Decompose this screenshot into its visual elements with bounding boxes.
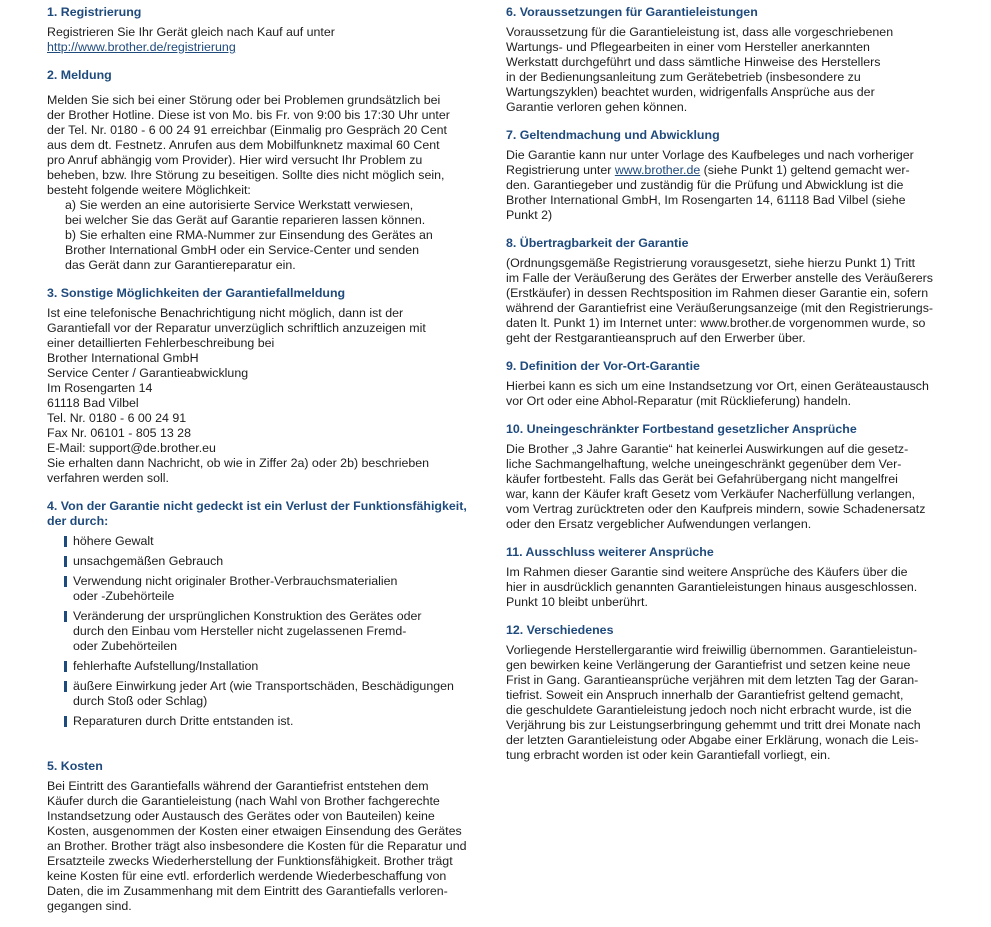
section-text: Die Brother „3 Jahre Garantie“ hat keinerlei Auswirkungen auf die gesetz- liche Sachmangelhaftung, welche uneingeschränkt gegenüber dem Ver- käufer fortbesteht. Falls das Gerät bei Gefahrübergang nicht mangelfrei war, kann der Käufer kraft Gesetz vom Verkäufer Nacherfüllung verlangen, vom Vertrag zurücktreten oder den Kaufpreis mindern, sowie Schadenersatz oder den Ersatz vergeblicher Aufwendungen verlangen.: [506, 442, 926, 531]
text-after-link: (siehe Punkt 1) geltend gemacht wer- den. Garantiegeber und zuständig für die Prüfung und Abwicklung ist die Brother International GmbH, Im Rosengarten 14, 61118 Bad Vilbel (siehe Punkt 2): [506, 163, 910, 222]
section-text: [506, 148, 951, 223]
section-text: Hierbei kann es sich um eine Instandsetzung vor Ort, einen Geräteaustausch vor Ort oder eine Abhol-Reparatur (mit Rücklieferung) handeln.: [506, 379, 929, 408]
section-heading: 1. Registrierung: [47, 5, 142, 19]
list-item-text: Reparaturen durch Dritte entstanden ist.: [73, 714, 294, 728]
section-heading: 3. Sonstige Möglichkeiten der Garantiefallmeldung: [47, 286, 346, 300]
text-before-link: Die Garantie kann nur unter Vorlage des Kaufbeleges und nach vorheriger Registrierung unter: [506, 148, 914, 177]
list-item-text: Verwendung nicht originaler Brother-Verbrauchsmaterialien oder -Zubehörteile: [73, 574, 398, 603]
list-item: [64, 679, 492, 709]
section-ausschluss: [506, 545, 951, 610]
bullet-bar-icon: [64, 661, 67, 672]
list-item: [64, 554, 492, 569]
section-uebertragbarkeit: [506, 236, 951, 346]
section-text: Melden Sie sich bei einer Störung oder bei Problemen grundsätzlich bei der Brother Hotline. Diese ist von Mo. bis Fr. von 9:00 bis 17:30 Uhr unter der Tel. Nr. 0180 - 6 00 24 91 erreichbar (Einmalig pro Gespräch 20 Cent aus dem dt. Festnetz. Anrufen aus dem Mobilfunknetz maximal 60 Cent pro Anruf abhängig vom Provider). Hier wird versucht Ihr Problem zu beheben, bzw. Ihre Störung zu beseitigen. Sollte dies nicht möglich sein, besteht folgende weitere Möglichkeit:: [47, 93, 450, 197]
section-heading: 8. Übertragbarkeit der Garantie: [506, 236, 689, 250]
bullet-bar-icon: [64, 611, 67, 622]
list-item-text: unsachgemäßen Gebrauch: [73, 554, 224, 568]
section-text: Registrieren Sie Ihr Gerät gleich nach Kauf auf unter: [47, 25, 335, 39]
section-heading: 6. Voraussetzungen für Garantieleistungen: [506, 5, 758, 19]
section-kosten: [47, 759, 492, 914]
list-item: [64, 659, 492, 674]
list-item-text: Veränderung der ursprünglichen Konstruktion des Gerätes oder durch den Einbau vom Hersteller nicht zugelassenen Fremd- oder Zubehörteilen: [73, 609, 422, 653]
section-heading: 5. Kosten: [47, 759, 103, 773]
section-text: Bei Eintritt des Garantiefalls während der Garantiefrist entstehen dem Käufer durch die Garantieleistung (nach Wahl von Brother fachgerechte Instandsetzung oder Austausch des Gerätes oder von Bauteilen) keine Kosten, ausgenommen der Kosten einer etwaigen Einsendung des Gerätes an Brother. Brother trägt also insbesondere die Kosten für die Reparatur und Ersatzteile zwecks Wiederherstellung der Funktionsfähigkeit. Brother trägt keine Kosten für eine evtl. erforderlich werdende Wiederbeschaffung von Daten, die im Zusammenhang mit dem Eintritt des Garantiefalls verloren- gegangen sind.: [47, 779, 467, 913]
section-text: Ist eine telefonische Benachrichtigung nicht möglich, dann ist der Garantiefall vor der Reparatur unverzüglich schriftlich anzuzeigen mit einer detaillierten Fehlerbeschreibung bei Brother International GmbH Service Center / Garantieabwicklung Im Rosengarten 14 61118 Bad Vilbel Tel. Nr. 0180 - 6 00 24 91 Fax Nr. 06101 - 805 13 28 E-Mail: support@de.brother.eu Sie erhalten dann Nachricht, ob wie in Ziffer 2a) oder 2b) beschrieben verfahren werden soll.: [47, 306, 430, 485]
section-heading: 2. Meldung: [47, 68, 112, 82]
right-column: [506, 5, 951, 776]
section-meldung: [47, 68, 492, 273]
bullet-bar-icon: [64, 681, 67, 692]
section-text: Voraussetzung für die Garantieleistung ist, dass alle vorgeschriebenen Wartungs- und Pflegearbeiten in einer vom Hersteller anerkannten Werkstatt durchgeführt und dass sämtliche Hinweise des Herstellers in der Bedienungsanleitung zum Gerätebetrieb (insbesondere zu Wartungszyklen) beachtet wurden, widrigenfalls Ansprüche aus der Garantie verloren gehen können.: [506, 25, 894, 114]
option-b: b) Sie erhalten eine RMA-Nummer zur Einsendung des Gerätes an Brother International GmbH oder ein Service-Center und senden das Gerät dann zur Garantiereparatur ein.: [65, 228, 433, 272]
option-a: a) Sie werden an eine autorisierte Service Werkstatt verwiesen, bei welcher Sie das Gerät auf Garantie reparieren lassen können.: [65, 198, 426, 227]
list-item-text: fehlerhafte Aufstellung/Installation: [73, 659, 259, 673]
list-item-text: höhere Gewalt: [73, 534, 154, 548]
section-nicht-gedeckt: [47, 499, 492, 729]
left-column: [47, 5, 492, 927]
exclusion-list: [47, 534, 492, 729]
section-heading: 9. Definition der Vor-Ort-Garantie: [506, 359, 700, 373]
section-verschiedenes: [506, 623, 951, 763]
bullet-bar-icon: [64, 556, 67, 567]
section-heading: 7. Geltendmachung und Abwicklung: [506, 128, 720, 142]
section-registrierung: [47, 5, 492, 55]
registration-link[interactable]: http://www.brother.de/registrierung: [47, 40, 236, 54]
section-text: Vorliegende Herstellergarantie wird freiwillig übernommen. Garantieleistun- gen bewirken keine Verlängerung der Garantiefrist und setzen keine neue Frist in Gang. Garantieansprüche verjähren mit dem letzten Tag der Garan- tiefrist. Soweit ein Anspruch innerhalb der Garantiefrist geltend gemacht, die geschuldete Garantieleistung jedoch noch nicht erbracht wurde, ist die Verjährung bis zur Leistungserbringung gehemmt und tritt drei Monate nach der letzten Garantieleistung oder Abgabe einer Erklärung, wonach die Leis- tung erbracht worden ist oder kein Garantiefall vorliegt, ein.: [506, 643, 921, 762]
brother-link[interactable]: www.brother.de: [614, 163, 701, 177]
section-sonstige-moeglichkeiten: [47, 286, 492, 486]
bullet-bar-icon: [64, 716, 67, 727]
section-heading: 10. Uneingeschränkter Fortbestand gesetzlicher Ansprüche: [506, 422, 857, 436]
list-item: [64, 574, 492, 604]
section-voraussetzungen: [506, 5, 951, 115]
list-item: [64, 534, 492, 549]
bullet-bar-icon: [64, 536, 67, 547]
section-heading: 12. Verschiedenes: [506, 623, 614, 637]
section-text: Im Rahmen dieser Garantie sind weitere Ansprüche des Käufers über die hier in ausdrücklich genannten Garantieleistungen hinaus ausgeschlossen. Punkt 10 bleibt unberührt.: [506, 565, 918, 609]
section-text: (Ordnungsgemäße Registrierung vorausgesetzt, siehe hierzu Punkt 1) Tritt im Falle der Veräußerung des Gerätes der Erwerber anstelle des Veräußerers (Erstkäufer) in dessen Rechtsposition im Rahmen dieser Garantie ein, sofern während der Garantiefrist eine Veräußerungsanzeige (mit den Registrierungs- daten lt. Punkt 1) im Internet unter: www.brother.de vorgenommen wurde, so geht der Restgarantieanspruch auf den Erwerber über.: [506, 256, 934, 345]
list-item-text: äußere Einwirkung jeder Art (wie Transportschäden, Beschädigungen durch Stoß oder Schlag): [73, 679, 454, 708]
section-heading: 11. Ausschluss weiterer Ansprüche: [506, 545, 714, 559]
section-fortbestand: [506, 422, 951, 532]
section-vor-ort-garantie: [506, 359, 951, 409]
list-item: [64, 714, 492, 729]
list-item: [64, 609, 492, 654]
section-heading: 4. Von der Garantie nicht gedeckt ist ein Verlust der Funktionsfähigkeit, der durch:: [47, 499, 467, 528]
section-geltendmachung: [506, 128, 951, 223]
bullet-bar-icon: [64, 576, 67, 587]
